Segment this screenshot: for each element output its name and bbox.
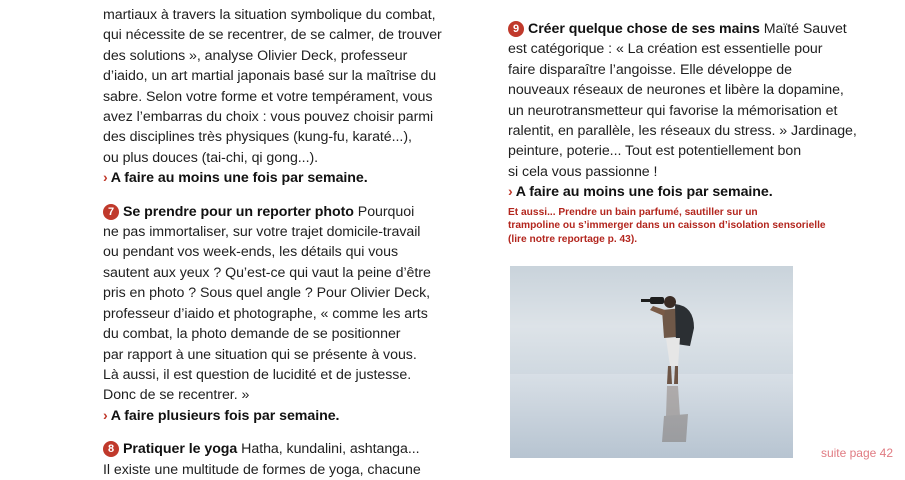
text-line: avez l’embarras du choix : vous pouvez choisir parmi	[103, 109, 434, 126]
section-8	[103, 439, 488, 480]
photo-illustration	[510, 266, 793, 458]
text-line: un neurotransmetteur qui favorise la mémorisation et	[508, 102, 838, 119]
text-line: Il existe une multitude de formes de yoga, chacune	[103, 461, 421, 478]
frequency-text: A faire au moins une fois par semaine.	[515, 184, 773, 201]
text-line: nouveaux réseaux de neurones et libère la dopamine,	[508, 82, 844, 99]
chevron-right-icon: ›	[508, 184, 513, 201]
continue-page-label: suite page 42	[820, 446, 893, 460]
frequency-text: A faire plusieurs fois par semaine.	[110, 407, 340, 424]
text-line: par rapport à une situation qui se présente à vous.	[103, 346, 417, 363]
text-line: Donc de se recentrer. »	[103, 387, 250, 404]
text-line: d’iaido, un art martial japonais basé sur la maîtrise du	[103, 68, 437, 85]
aside-note	[508, 206, 903, 247]
section-heading-line	[508, 19, 903, 39]
left-column	[103, 5, 488, 480]
chevron-right-icon: ›	[103, 407, 108, 424]
text-line: professeur d’iaido et photographe, « comme les arts	[103, 305, 428, 322]
text-fragment: Pourquoi	[353, 203, 415, 220]
text-line: ne pas immortaliser, sur votre trajet domicile-travail	[103, 224, 421, 241]
text-line: si cela vous passionne !	[508, 163, 658, 180]
text-line: martiaux à travers la situation symbolique du combat,	[103, 7, 436, 23]
text-line: ralentit, en parallèle, les réseaux du stress. » Jardinage,	[508, 123, 857, 140]
section-heading-line	[103, 202, 488, 222]
section-title: Créer quelque chose de ses mains	[528, 21, 760, 37]
section-heading-line	[103, 439, 488, 459]
text-line: est catégorique : « La création est essentielle pour	[508, 41, 823, 58]
section-9	[508, 19, 903, 203]
section-number-badge: 7	[103, 204, 119, 220]
text-line: ou pendant vos week-ends, les détails qui vous	[103, 244, 399, 261]
section-number-badge: 9	[508, 21, 524, 37]
right-column	[508, 19, 903, 246]
frequency-callout	[103, 168, 488, 188]
note-line: Et aussi... Prendre un bain parfumé, sautiller sur un	[508, 206, 758, 218]
intro-lines	[103, 5, 488, 168]
section-number-badge: 8	[103, 441, 119, 457]
text-line: des solutions », analyse Olivier Deck, professeur	[103, 47, 408, 64]
frequency-text: A faire au moins une fois par semaine.	[110, 170, 368, 187]
note-line: trampoline ou s’immerger dans un caisson d’isolation sensorielle	[508, 220, 826, 232]
text-line: sabre. Selon votre forme et votre tempérament, vous	[103, 88, 433, 105]
frequency-callout	[103, 406, 488, 426]
text-line: Là aussi, il est question de lucidité et de justesse.	[103, 366, 412, 383]
text-line: peinture, poterie... Tout est potentiellement bon	[508, 143, 802, 160]
text-line: du combat, la photo demande de se positionner	[103, 326, 401, 343]
text-line: ou plus douces (tai-chi, qi gong...).	[103, 149, 319, 166]
section-title: Se prendre pour un reporter photo	[123, 203, 354, 220]
section-7	[103, 202, 488, 426]
photographer-photo	[510, 266, 793, 458]
text-fragment: Maïté Sauvet	[759, 21, 847, 37]
note-line: (lire notre reportage p. 43).	[508, 233, 638, 245]
chevron-right-icon: ›	[103, 170, 108, 187]
text-line: des disciplines très physiques (kung-fu, karaté...),	[103, 129, 412, 146]
frequency-callout	[508, 182, 903, 202]
text-line: sautent aux yeux ? Qu’est-ce qui vaut la peine d’être	[103, 264, 431, 281]
text-line: pris en photo ? Sous quel angle ? Pour Olivier Deck,	[103, 285, 431, 302]
text-fragment: Hatha, kundalini, ashtanga...	[237, 441, 420, 458]
text-line: faire disparaître l’angoisse. Elle développe de	[508, 61, 792, 78]
text-line: qui nécessite de se recentrer, de se calmer, de trouver	[103, 27, 442, 44]
section-title: Pratiquer le yoga	[123, 441, 238, 458]
